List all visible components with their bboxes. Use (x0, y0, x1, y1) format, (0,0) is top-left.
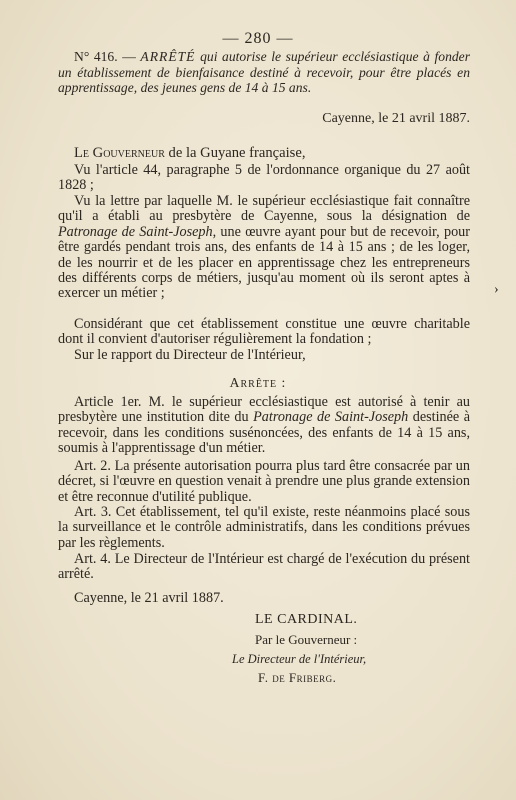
article-1-before: M. le supérieur ecclésiastique est autorisé à tenir au presbytère une institution dite du (58, 394, 471, 426)
decree-keyword: ARRÊTÉ (140, 49, 196, 64)
page-number: — 280 — (222, 30, 294, 47)
gouverneur-rest: de la Guyane française, (168, 145, 306, 161)
vu-lettre-before: Vu la lettre par laquelle M. le supérieur ecclésiastique fait connaître qu'il a établi au presbytère de Cayenne, sous la désignation de (58, 193, 470, 225)
article-4: Art. 4. Le Directeur de l'Intérieur est chargé de l'exécution du présent arrêté. (58, 551, 470, 583)
article-2: Art. 2. La présente autorisation pourra plus tard être consacrée par un décret, si l'œuvre en question venait à prendre une plus grande extension et être reconnue d'utilité publique. (58, 458, 470, 505)
signature-par: Par le Gouverneur : (255, 632, 358, 647)
considerant-paragraph: Considérant que cet établissement constitue une œuvre charitable dont il convient d'autoriser régulièrement la fondation ; (58, 316, 470, 348)
signature-director: F. de Friberg. (258, 670, 337, 685)
article-1-label: Article 1er. (74, 394, 142, 410)
gouverneur-line (58, 145, 470, 162)
vu-lettre-paragraph (58, 194, 470, 302)
decree-title-text: qui autorise le supérieur ecclésiastique à fonder un établissement de bienfaisance destiné à recevoir, pour être placés en apprentissage, des jeunes gens de 14 à 15 ans. (58, 49, 470, 96)
article-1 (58, 395, 470, 457)
decree-number: N° 416. — (74, 49, 136, 64)
signature-name: LE CARDINAL. (255, 612, 358, 627)
gouverneur-lead: Le Gouverneur (74, 145, 165, 161)
article-3: Art. 3. Cet établissement, tel qu'il existe, reste néanmoins placé sous la surveillance et le contrôle administratifs, dans les conditions prévues par les règlements. (58, 504, 470, 551)
signature-title: Le Directeur de l'Intérieur, (232, 652, 367, 666)
article-1-after: destinée à recevoir, dans les conditions susénoncées, des enfants de 14 à 15 ans, soumis à l'apprentissage d'un métier. (58, 409, 471, 457)
place-date: Cayenne, le 21 avril 1887. (322, 111, 470, 126)
decree-title (58, 49, 470, 96)
sur-rapport-paragraph: Sur le rapport du Directeur de l'Intérieur, (74, 347, 306, 363)
margin-mark: › (494, 282, 499, 297)
vu-article-paragraph: Vu l'article 44, paragraphe 5 de l'ordonnance organique du 27 août 1828 ; (58, 162, 470, 194)
vu-lettre-name: Patronage de Saint-Joseph (58, 223, 213, 240)
article-1-name: Patronage de Saint-Joseph (253, 409, 409, 426)
closing-place-date: Cayenne, le 21 avril 1887. (74, 590, 224, 606)
vu-lettre-after: , une œuvre ayant pour but de recevoir, pour être gardés pendant trois ans, des enfants de 14 à 15 ans ; de les loger, de les nourrir et de les placer en apprentissage chez les entrepreneurs des différents corps de métiers, jusqu'au moment où ils seront aptes à exercer un métier ; (58, 223, 470, 302)
arrete-heading: Arrête : (229, 375, 287, 390)
